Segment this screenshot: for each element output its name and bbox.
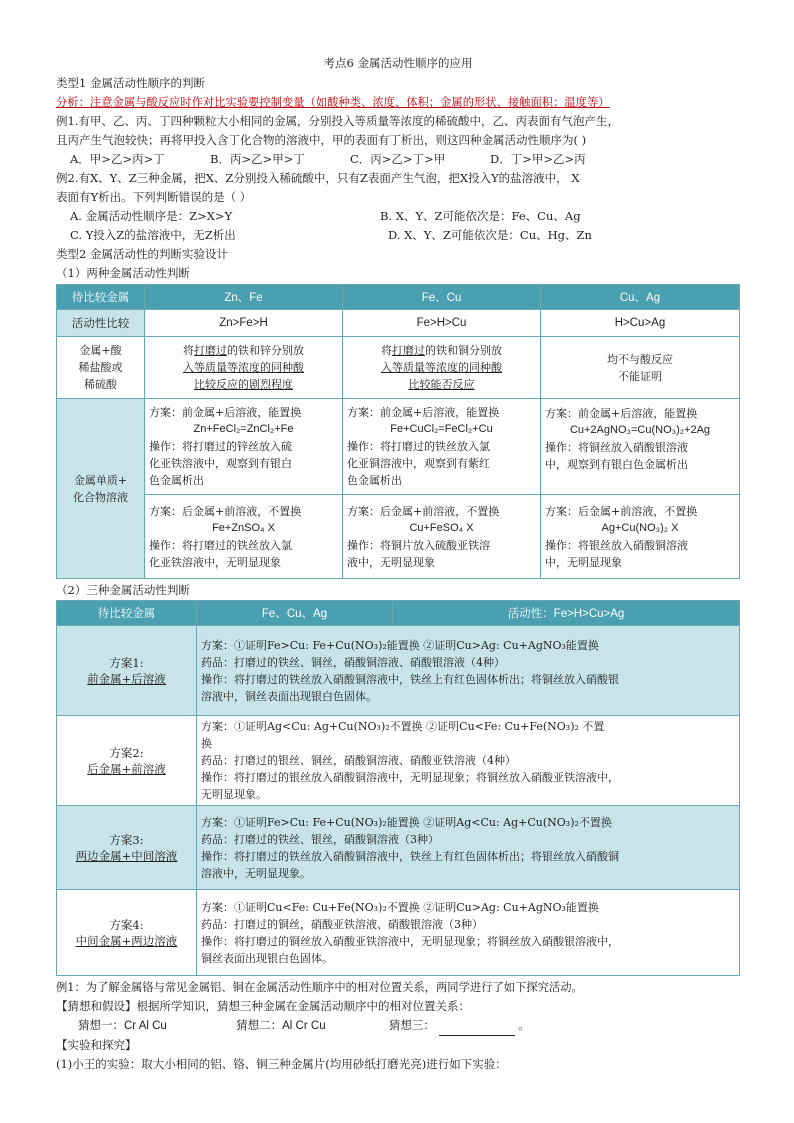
analysis-note: 分析：注意金属与酸反应时作对比实验要控制变量（如酸种类、浓度、体积；金属的形状、接触面积；温度等） — [56, 96, 610, 109]
text: 方案：后金属+前溶液，不置换 — [149, 504, 302, 518]
example1-options — [56, 150, 630, 169]
equation: Cu+2AgNO₃=Cu(NO₃)₂+2Ag — [569, 424, 711, 436]
table-cell: H>Cu>Ag — [541, 310, 740, 337]
text: 色金属析出 — [347, 474, 402, 487]
table-header-row — [57, 601, 740, 626]
plan-label — [57, 626, 197, 716]
table-row — [57, 716, 740, 806]
header-cell: 待比较金属 — [57, 285, 145, 310]
option-a: A. 金属活动性顺序是：Z>X>Y — [70, 209, 233, 223]
guess-2: 猜想二：Al Cr Cu — [236, 1020, 326, 1032]
guess-3-end: 。 — [518, 1018, 530, 1032]
text: 入等质量等浓度的同种酸 — [183, 361, 304, 374]
plan-name: 方案2: — [109, 745, 144, 760]
plan-rule: 中间金属+两边溶液 — [75, 933, 178, 948]
equation: Fe+CuCl₂=FeCl₂+Cu — [390, 423, 493, 435]
label-line: 稀盐酸或 — [78, 361, 123, 374]
text: 方案：后金属+前溶液，不置换 — [347, 504, 500, 518]
label-line: 金属单质+ — [73, 473, 128, 487]
table-row — [57, 399, 740, 495]
experiment-line: (1)小王的实验：取大小相同的铝、铬、铜三种金属片(均用砂纸打磨光亮)进行如下实验： — [56, 1057, 507, 1071]
row-label — [57, 399, 145, 579]
text: 不能证明 — [618, 369, 662, 383]
guess-row — [56, 1016, 740, 1036]
plan-detail — [197, 626, 740, 716]
table-cell — [145, 399, 343, 495]
type2-heading: 类型2 金属活动性的判断实验设计 — [56, 247, 228, 261]
table-row — [57, 626, 740, 716]
table-row — [57, 337, 740, 399]
text: 方案：前金属+后溶液，能置换 — [149, 406, 302, 419]
plan-name: 方案3: — [109, 832, 144, 847]
text: 方案：前金属+后溶液，能置换 — [347, 406, 500, 419]
text: 操作：将打磨过的铁丝放入氯 — [347, 440, 490, 453]
text: 操作：将铜片放入硫酸亚铁溶 — [347, 538, 490, 552]
option-b: B．丙>乙>甲>丁 — [210, 152, 305, 166]
type1-heading: 类型1 金属活动性顺序的判断 — [56, 76, 205, 90]
document-page — [56, 52, 740, 1074]
text: 操作：将打磨过的锌丝放入硫 — [149, 440, 292, 453]
section1-heading: （1）两种金属活动性判断 — [56, 266, 190, 280]
table-row — [57, 890, 740, 976]
equation: Ag+Cu(NO₃)₂ X — [601, 521, 679, 534]
equation: Fe+ZnSO₄ X — [212, 521, 275, 534]
table-cell — [343, 337, 541, 399]
plan-rule: 前金属+后溶液 — [87, 671, 166, 686]
row-label: 活动性比较 — [57, 310, 145, 337]
option-c: C．丙>乙>丁>甲 — [350, 152, 446, 166]
text: 中，无明显现象 — [545, 555, 622, 569]
text: 操作：将银丝放入硝酸铜溶液 — [545, 538, 688, 552]
text: 方案：①证明Cu<Fe: Cu+Fe(NO₃)₂不置换 ②证明Cu>Ag: Cu+AgNO₃能置换 — [201, 900, 599, 914]
plan-label — [57, 716, 197, 806]
table-row — [57, 310, 740, 337]
text: 操作：将铜丝放入硝酸银溶液 — [545, 441, 688, 454]
option-c: C. Y投入Z的盐溶液中，无Z析出 — [70, 228, 236, 242]
text: 溶液中，无明显现象。 — [201, 866, 311, 880]
plan-label — [57, 806, 197, 890]
text: 方案：①证明Fe>Cu: Fe+Cu(NO₃)₂能置换 ②证明Cu>Ag: Cu+AgNO₃能置换 — [201, 638, 599, 652]
option-a: A．甲>乙>丙>丁 — [70, 152, 165, 166]
table-cell — [541, 399, 740, 495]
text: 的铁和锌分别放 — [227, 344, 304, 357]
row-label — [57, 337, 145, 399]
three-metal-table — [56, 600, 740, 976]
text: 比较反应的剧烈程度 — [194, 378, 293, 391]
text: 换 — [201, 737, 212, 750]
table-cell — [145, 495, 343, 579]
table-cell — [145, 337, 343, 399]
table-cell — [343, 399, 541, 495]
table-row — [57, 806, 740, 890]
text: 中，观察到有银白色金属析出 — [545, 458, 688, 471]
text: 入等质量等浓度的同种酸 — [381, 361, 502, 374]
text: 化亚铁溶液中，无明显现象 — [149, 555, 281, 569]
section2-heading: （2）三种金属活动性判断 — [56, 583, 190, 597]
text: 打磨过 — [194, 344, 227, 357]
plan-label — [57, 890, 197, 976]
table-cell — [541, 337, 740, 399]
page-title: 考点6 金属活动性顺序的应用 — [323, 56, 473, 70]
label-line: 稀硫酸 — [84, 378, 117, 391]
plan-detail — [197, 716, 740, 806]
text: 方案：前金属+后溶液，能置换 — [545, 407, 698, 420]
plan-name: 方案4: — [109, 917, 144, 932]
guess-3: 猜想三： — [388, 1018, 435, 1032]
plan-detail — [197, 890, 740, 976]
text: 打磨过 — [392, 344, 425, 357]
text: 化亚铁溶液中，观察到有银白 — [149, 457, 292, 470]
equation: Cu+FeSO₄ X — [409, 521, 474, 534]
text: 药品：打磨过的铁丝、银丝，硝酸铜溶液（3种） — [201, 832, 439, 846]
text: 方案：①证明Fe>Cu: Fe+Cu(NO₃)₂能置换 ②证明Ag<Cu: Ag+Cu(NO₃)₂不置换 — [201, 815, 612, 829]
text: 操作：将打磨过的铁丝放入硝酸铜溶液中，铁丝上有红色固体析出；将银丝放入硝酸铜 — [201, 849, 619, 863]
option-b: B. X、Y、Z可能依次是：Fe、Cu、Ag — [380, 209, 581, 223]
table-cell: Fe>H>Cu — [343, 310, 541, 337]
example2-options-row1 — [56, 207, 740, 226]
answer-blank[interactable] — [439, 1023, 515, 1036]
table-cell — [541, 495, 740, 579]
text: 铜丝表面出现银白色固体。 — [201, 951, 333, 965]
text: 药品：打磨过的银丝、铜丝，硝酸铜溶液、硝酸亚铁溶液（4种） — [201, 754, 516, 767]
plan-rule: 两边金属+中间溶液 — [75, 848, 178, 863]
text: 液中，无明显现象 — [347, 555, 435, 569]
header-cell: 待比较金属 — [57, 601, 197, 626]
label-line: 化合物溶液 — [73, 490, 128, 504]
text: 药品：打磨过的铁丝、铜丝，硝酸铜溶液、硝酸银溶液（4种） — [201, 655, 505, 669]
option-d: D．丁>甲>乙>丙 — [490, 152, 586, 166]
table-header-row — [57, 285, 740, 310]
option-d: D. X、Y、Z可能依次是：Cu、Hg、Zn — [388, 228, 592, 242]
plan-detail — [197, 806, 740, 890]
plan-rule: 后金属+前溶液 — [87, 761, 166, 776]
text: 均不与酸反应 — [607, 352, 673, 366]
table-cell — [343, 495, 541, 579]
example2-line1: 例2.有X、Y、Z三种金属，把X、Z分别投入稀硫酸中，只有Z表面产生气泡，把X投入Y的盐溶液中， X — [56, 171, 580, 185]
example3-line2: 【猜想和假设】根据所学知识，猜想三种金属在金属活动顺序中的相对位置关系： — [56, 999, 470, 1013]
text: 的铁和铜分别放 — [425, 344, 502, 357]
header-cell: Zn、Fe — [145, 285, 343, 310]
header-cell: Fe、Cu — [343, 285, 541, 310]
text: 操作：将打磨过的铁丝放入氯 — [149, 538, 292, 552]
text: 方案：①证明Ag<Cu: Ag+Cu(NO₃)₂不置换 ②证明Cu<Fe: Cu+Fe(NO₃)₂ 不置 — [201, 720, 605, 733]
guess-1: 猜想一：Cr Al Cu — [78, 1020, 167, 1032]
header-cell: 活动性：Fe>H>Cu>Ag — [393, 601, 740, 626]
example1-line2: 且丙产生气泡较快；再将甲投入含丁化合物的溶液中，甲的表面有丁析出，则这四种金属活动性顺序为( ) — [56, 133, 587, 147]
table-row — [57, 495, 740, 579]
example3-line1: 例1：为了解金属铬与常见金属铝、铜在金属活动性顺序中的相对位置关系，两同学进行了如下探究活动。 — [56, 981, 583, 994]
text: 色金属析出 — [149, 474, 204, 487]
text: 比较能否反应 — [408, 378, 475, 391]
table-cell: Zn>Fe>H — [145, 310, 343, 337]
two-metal-table — [56, 284, 740, 579]
example2-line2: 表面有Y析出。下列判断错误的是（ ） — [56, 190, 252, 204]
header-cell: Fe、Cu、Ag — [197, 601, 393, 626]
example2-options-row2 — [56, 226, 740, 245]
text: 药品：打磨过的铜丝，硝酸亚铁溶液、硝酸银溶液（3种） — [201, 917, 483, 931]
text: 将 — [381, 344, 392, 357]
experiment-heading: 【实验和探究】 — [56, 1038, 137, 1052]
header-cell: Cu、Ag — [541, 285, 740, 310]
text: 操作：将打磨过的铜丝放入硝酸亚铁溶液中，无明显现象；将铜丝放入硝酸银溶液中， — [201, 934, 619, 948]
text: 方案：后金属+前溶液，不置换 — [545, 504, 698, 518]
text: 操作：将打磨过的银丝放入硝酸铜溶液中，无明显现象；将铜丝放入硝酸亚铁溶液中， — [201, 771, 619, 784]
text: 溶液中，铜丝表面出现银白色固体。 — [201, 689, 377, 703]
text: 将 — [183, 344, 194, 357]
text: 无明显现象。 — [201, 788, 267, 801]
text: 操作：将打磨过的铁丝放入硝酸铜溶液中，铁丝上有红色固体析出；将铜丝放入硝酸银 — [201, 672, 619, 686]
example1-line1: 例1.有甲、乙、丙、丁四种颗粒大小相同的金属，分别投入等质量等浓度的稀硫酸中，乙、丙表面有气泡产生， — [56, 114, 619, 128]
label-line: 金属+酸 — [79, 344, 122, 357]
equation: Zn+FeCl₂=ZnCl₂+Fe — [193, 423, 294, 435]
text: 化亚铜溶液中，观察到有紫红 — [347, 457, 490, 470]
plan-name: 方案1: — [109, 655, 144, 670]
